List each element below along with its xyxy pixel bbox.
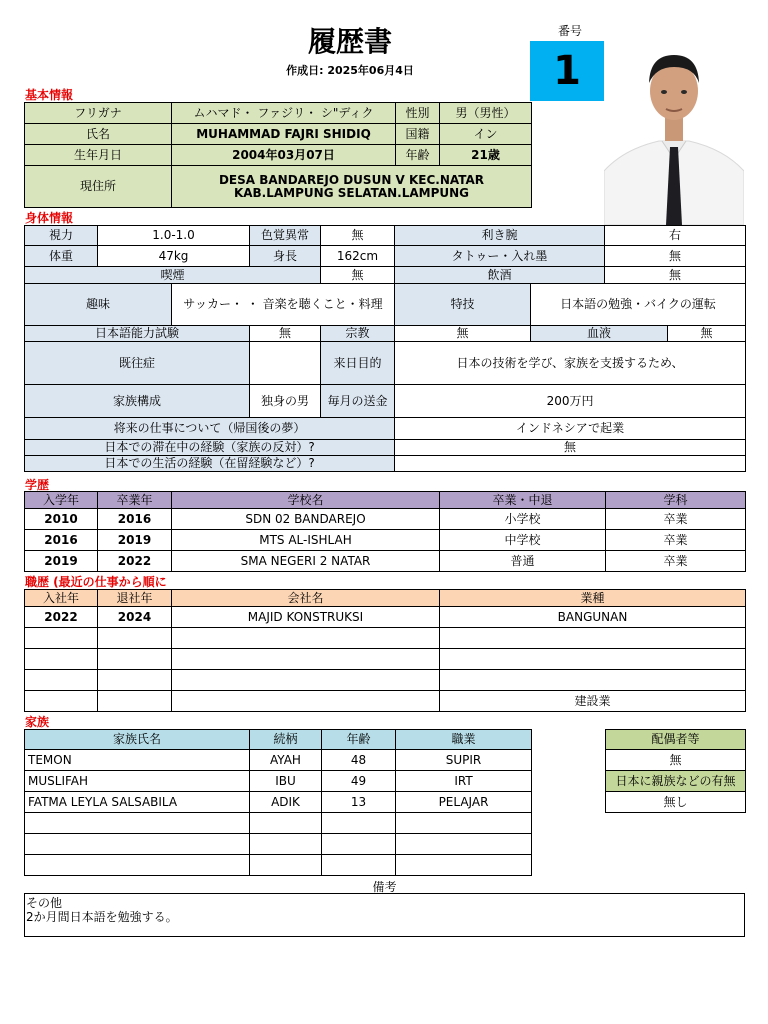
table-cell: 49	[322, 771, 396, 792]
skill-label: 特技	[395, 284, 531, 326]
number-label: 番号	[557, 24, 582, 38]
remarks-label: その他	[26, 896, 63, 910]
height-label: 身長	[250, 246, 321, 267]
family-structure-value: 独身の男	[250, 385, 321, 418]
future-dream-value: インドネシアで起業	[395, 418, 746, 440]
table-cell: IRT	[396, 771, 532, 792]
table-cell	[25, 855, 250, 876]
weight-value: 47kg	[98, 246, 250, 267]
jlpt-label: 日本語能力試験	[25, 326, 250, 342]
table-cell: 卒業	[606, 551, 746, 572]
table-cell	[25, 649, 98, 670]
table-cell: 2022	[98, 551, 172, 572]
table-cell	[440, 670, 746, 691]
table-row	[25, 530, 746, 551]
relatives-in-japan-value: 無し	[606, 792, 746, 813]
remarks-title: 備考	[372, 880, 397, 894]
basic-row	[25, 166, 532, 208]
physical-row	[25, 342, 746, 385]
table-cell	[396, 813, 532, 834]
table-cell: MUSLIFAH	[25, 771, 250, 792]
table-cell	[25, 670, 98, 691]
table-cell: IBU	[250, 771, 322, 792]
nationality-value: イン	[440, 124, 532, 145]
section-basic-title: 基本情報	[25, 88, 74, 102]
education-table	[24, 491, 746, 572]
gender-label: 性別	[396, 103, 440, 124]
drinking-label: 飲酒	[395, 267, 605, 284]
birthdate-value: 2004年03月07日	[172, 145, 396, 166]
table-cell	[25, 691, 98, 712]
physical-row	[25, 226, 746, 246]
spouse-value: 無	[606, 750, 746, 771]
table-cell: MAJID KONSTRUKSI	[172, 607, 440, 628]
remittance-label: 毎月の送金	[321, 385, 395, 418]
religion-value: 無	[395, 326, 531, 342]
remarks-text: 2か月間日本語を勉強する。	[26, 910, 178, 924]
table-row	[25, 750, 532, 771]
dominant-hand-label: 利き腕	[395, 226, 605, 246]
section-education-title: 学歴	[25, 478, 50, 492]
future-dream-label: 将来の仕事について（帰国後の夢）	[25, 418, 395, 440]
table-cell: 13	[322, 792, 396, 813]
education-header: 学科	[606, 492, 746, 509]
table-cell: 2016	[98, 509, 172, 530]
furigana-value: ムハマド・ ファジリ・ シ"ディク	[172, 103, 396, 124]
table-cell	[322, 834, 396, 855]
table-cell	[250, 834, 322, 855]
table-row	[25, 551, 746, 572]
education-header-row	[25, 492, 746, 509]
table-cell	[98, 691, 172, 712]
physical-row	[25, 267, 746, 284]
table-row	[25, 792, 532, 813]
japan-life-label: 日本での生活の経験（在留経験など）?	[25, 456, 395, 472]
japan-stay-label: 日本での滞在中の経験（家族の反対）?	[25, 440, 395, 456]
table-row	[25, 813, 532, 834]
work-table	[24, 589, 746, 712]
table-row	[25, 834, 532, 855]
work-header: 会社名	[172, 590, 440, 607]
work-header: 入社年	[25, 590, 98, 607]
height-value: 162cm	[321, 246, 395, 267]
blood-label: 血液	[531, 326, 668, 342]
table-cell: 普通	[440, 551, 606, 572]
table-cell	[172, 691, 440, 712]
table-cell	[250, 855, 322, 876]
table-cell	[25, 834, 250, 855]
work-header: 業種	[440, 590, 746, 607]
education-header: 卒業・中退	[440, 492, 606, 509]
tattoo-label: タトゥー・入れ墨	[395, 246, 605, 267]
physical-row	[25, 385, 746, 418]
physical-row	[25, 246, 746, 267]
medical-history-label: 既往症	[25, 342, 250, 385]
basic-row	[25, 103, 532, 124]
color-blind-value: 無	[321, 226, 395, 246]
physical-info-table	[24, 225, 746, 472]
table-row	[25, 855, 532, 876]
table-row	[25, 691, 746, 712]
family-header: 職業	[396, 730, 532, 750]
table-cell: 卒業	[606, 509, 746, 530]
table-cell	[172, 670, 440, 691]
physical-row	[25, 418, 746, 440]
table-cell	[172, 649, 440, 670]
vision-value: 1.0-1.0	[98, 226, 250, 246]
furigana-label: フリガナ	[25, 103, 172, 124]
dominant-hand-value: 右	[605, 226, 746, 246]
religion-label: 宗教	[321, 326, 395, 342]
table-row	[25, 670, 746, 691]
table-cell: PELAJAR	[396, 792, 532, 813]
basic-row	[25, 124, 532, 145]
table-cell	[250, 813, 322, 834]
table-cell: ADIK	[250, 792, 322, 813]
table-cell: 2019	[98, 530, 172, 551]
person-photo-icon	[604, 41, 744, 225]
name-value: MUHAMMAD FAJRI SHIDIQ	[172, 124, 396, 145]
number-badge: 1	[530, 41, 604, 101]
purpose-label: 来日目的	[321, 342, 395, 385]
table-cell	[322, 855, 396, 876]
family-header-row	[25, 730, 532, 750]
name-label: 氏名	[25, 124, 172, 145]
table-cell	[440, 649, 746, 670]
table-cell: SUPIR	[396, 750, 532, 771]
family-header: 家族氏名	[25, 730, 250, 750]
gender-value: 男（男性）	[440, 103, 532, 124]
purpose-value: 日本の技術を学び、家族を支援するため、	[395, 342, 746, 385]
smoking-label: 喫煙	[25, 267, 321, 284]
education-header: 卒業年	[98, 492, 172, 509]
drinking-value: 無	[605, 267, 746, 284]
section-family-title: 家族	[25, 715, 50, 729]
table-row	[25, 607, 746, 628]
page-title: 履歴書	[307, 25, 392, 58]
table-cell: 2022	[25, 607, 98, 628]
table-cell: 2019	[25, 551, 98, 572]
nationality-label: 国籍	[396, 124, 440, 145]
table-row	[25, 628, 746, 649]
table-cell	[396, 855, 532, 876]
table-cell	[98, 670, 172, 691]
table-cell: 2016	[25, 530, 98, 551]
table-cell	[172, 628, 440, 649]
table-cell: FATMA LEYLA SALSABILA	[25, 792, 250, 813]
physical-row	[25, 326, 746, 342]
work-header: 退社年	[98, 590, 172, 607]
age-label: 年齢	[396, 145, 440, 166]
tattoo-value: 無	[605, 246, 746, 267]
spouse-label: 配偶者等	[606, 730, 746, 750]
age-value: 21歳	[440, 145, 532, 166]
table-cell: AYAH	[250, 750, 322, 771]
medical-history-value	[250, 342, 321, 385]
japan-stay-value: 無	[395, 440, 746, 456]
remittance-value: 200万円	[395, 385, 746, 418]
table-cell	[322, 813, 396, 834]
birthdate-label: 生年月日	[25, 145, 172, 166]
color-blind-label: 色覚異常	[250, 226, 321, 246]
table-cell: SDN 02 BANDAREJO	[172, 509, 440, 530]
family-header: 続柄	[250, 730, 322, 750]
table-cell	[98, 628, 172, 649]
table-cell: SMA NEGERI 2 NATAR	[172, 551, 440, 572]
basic-row	[25, 145, 532, 166]
table-cell: 48	[322, 750, 396, 771]
hobby-label: 趣味	[25, 284, 172, 326]
table-cell	[25, 813, 250, 834]
table-cell	[396, 834, 532, 855]
physical-row	[25, 284, 746, 326]
table-cell: 2024	[98, 607, 172, 628]
jlpt-value: 無	[250, 326, 321, 342]
table-cell: MTS AL-ISHLAH	[172, 530, 440, 551]
table-cell: 小学校	[440, 509, 606, 530]
physical-row	[25, 456, 746, 472]
section-physical-title: 身体情報	[25, 211, 74, 225]
table-cell: 中学校	[440, 530, 606, 551]
section-work-title: 職歴 (最近の仕事から順に	[25, 575, 167, 589]
vision-label: 視力	[25, 226, 98, 246]
table-row	[25, 509, 746, 530]
applicant-photo	[604, 41, 744, 225]
relatives-in-japan-label: 日本に親族などの有無	[606, 771, 746, 792]
table-cell	[25, 628, 98, 649]
table-cell	[98, 649, 172, 670]
smoking-value: 無	[321, 267, 395, 284]
table-cell: 卒業	[606, 530, 746, 551]
education-header: 学校名	[172, 492, 440, 509]
address-label: 現住所	[25, 166, 172, 208]
family-table	[24, 729, 532, 876]
education-header: 入学年	[25, 492, 98, 509]
table-cell: 2010	[25, 509, 98, 530]
hobby-value: サッカー・ ・ 音楽を聴くこと・料理	[172, 284, 395, 326]
remarks-box	[24, 893, 745, 937]
family-structure-label: 家族構成	[25, 385, 250, 418]
table-row	[25, 649, 746, 670]
table-cell: 建設業	[440, 691, 746, 712]
table-cell: BANGUNAN	[440, 607, 746, 628]
skill-value: 日本語の勉強・バイクの運転	[531, 284, 746, 326]
weight-label: 体重	[25, 246, 98, 267]
family-header: 年齢	[322, 730, 396, 750]
blood-value: 無	[668, 326, 746, 342]
family-side-table	[605, 729, 746, 813]
work-header-row	[25, 590, 746, 607]
table-cell: TEMON	[25, 750, 250, 771]
table-cell	[440, 628, 746, 649]
basic-info-table	[24, 102, 532, 208]
table-row	[25, 771, 532, 792]
created-date: 作成日: 2025年06月4日	[286, 64, 414, 77]
japan-life-value	[395, 456, 746, 472]
physical-row	[25, 440, 746, 456]
address-value: DESA BANDAREJO DUSUN V KEC.NATAR KAB.LAMPUNG SELATAN.LAMPUNG	[172, 166, 532, 208]
